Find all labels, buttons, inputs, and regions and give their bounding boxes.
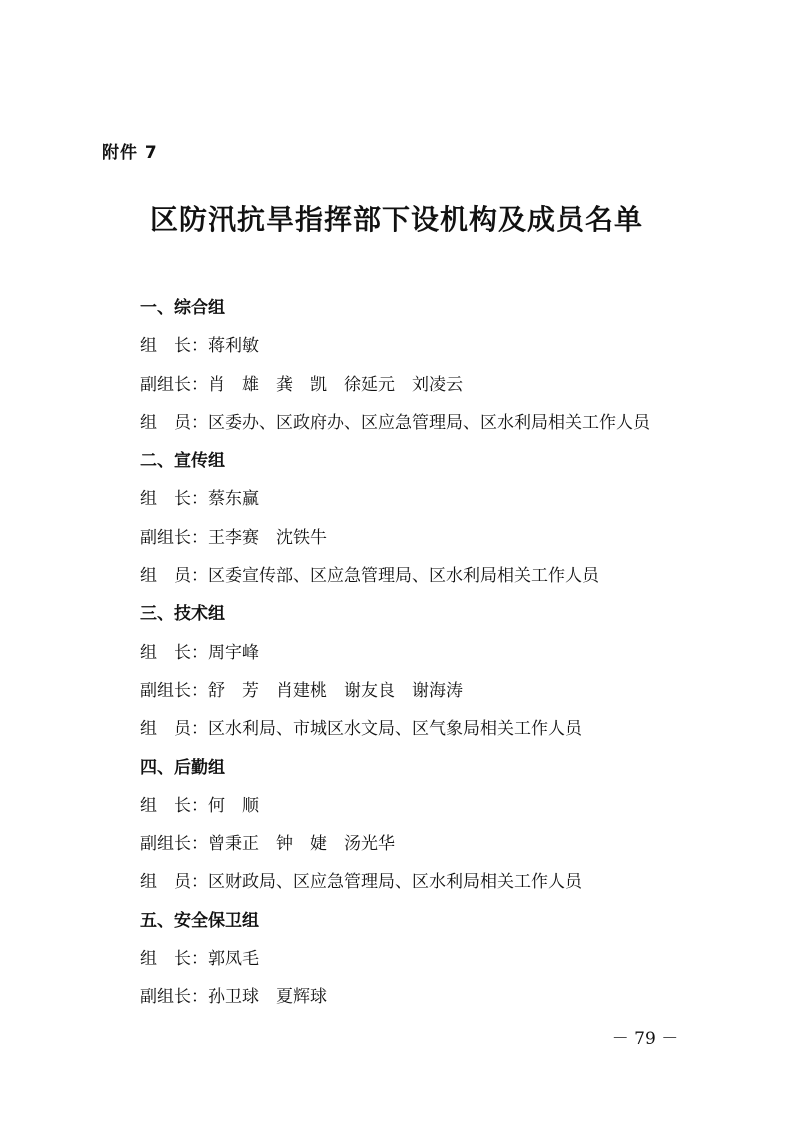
role-label: 组 长： [140, 949, 208, 970]
member-row [140, 672, 720, 710]
attachment-label: 附件 7 [102, 143, 158, 163]
member-names: 郭凤毛 [208, 949, 259, 970]
member-names: 王李赛 沈铁牛 [208, 527, 327, 548]
role-label: 副组长： [140, 374, 208, 395]
member-names: 曾秉正 钟 婕 汤光华 [208, 834, 395, 855]
role-label: 组 员： [140, 719, 208, 740]
page-number: － 79 － [611, 1029, 679, 1049]
section-heading-general: 一、综合组 [140, 298, 225, 318]
member-row [140, 825, 720, 863]
member-list [140, 289, 720, 1017]
role-label: 副组长： [140, 987, 208, 1008]
member-names: 舒 芳 肖建桃 谢友良 谢海涛 [208, 680, 463, 701]
member-row [140, 404, 720, 442]
role-label: 副组长： [140, 834, 208, 855]
member-names: 何 顺 [208, 795, 259, 816]
section-heading-security: 五、安全保卫组 [140, 910, 259, 931]
role-label: 组 长： [140, 795, 208, 816]
role-label: 组 长： [140, 336, 208, 357]
role-label: 组 员： [140, 872, 208, 893]
member-names: 区水利局、市城区水文局、区气象局相关工作人员 [208, 719, 582, 740]
role-label: 副组长： [140, 527, 208, 548]
member-names: 蒋利敏 [208, 336, 259, 357]
member-names: 区财政局、区应急管理局、区水利局相关工作人员 [208, 872, 582, 893]
member-row [140, 634, 720, 672]
member-row [140, 787, 720, 825]
member-row [140, 863, 720, 901]
member-row [140, 978, 720, 1016]
member-row [140, 366, 720, 404]
member-row [140, 940, 720, 978]
member-row [140, 480, 720, 518]
section-heading-logistics: 四、后勤组 [140, 757, 225, 778]
member-names: 蔡东赢 [208, 489, 259, 510]
member-row [140, 519, 720, 557]
member-row [140, 327, 720, 365]
role-label: 组 长： [140, 489, 208, 510]
role-label: 组 员： [140, 412, 208, 433]
section-heading-publicity: 二、宣传组 [140, 451, 225, 472]
role-label: 副组长： [140, 680, 208, 701]
member-names: 区委办、区政府办、区应急管理局、区水利局相关工作人员 [208, 412, 650, 433]
member-row [140, 710, 720, 748]
section-heading-technical: 三、技术组 [140, 604, 225, 625]
role-label: 组 员： [140, 566, 208, 587]
member-names: 孙卫球 夏辉球 [208, 987, 327, 1008]
role-label: 组 长： [140, 642, 208, 663]
member-row [140, 557, 720, 595]
member-names: 肖 雄 龚 凯 徐延元 刘凌云 [208, 374, 463, 395]
member-names: 区委宣传部、区应急管理局、区水利局相关工作人员 [208, 566, 599, 587]
member-names: 周宇峰 [208, 642, 259, 663]
page-title: 区防汛抗旱指挥部下设机构及成员名单 [149, 203, 643, 236]
